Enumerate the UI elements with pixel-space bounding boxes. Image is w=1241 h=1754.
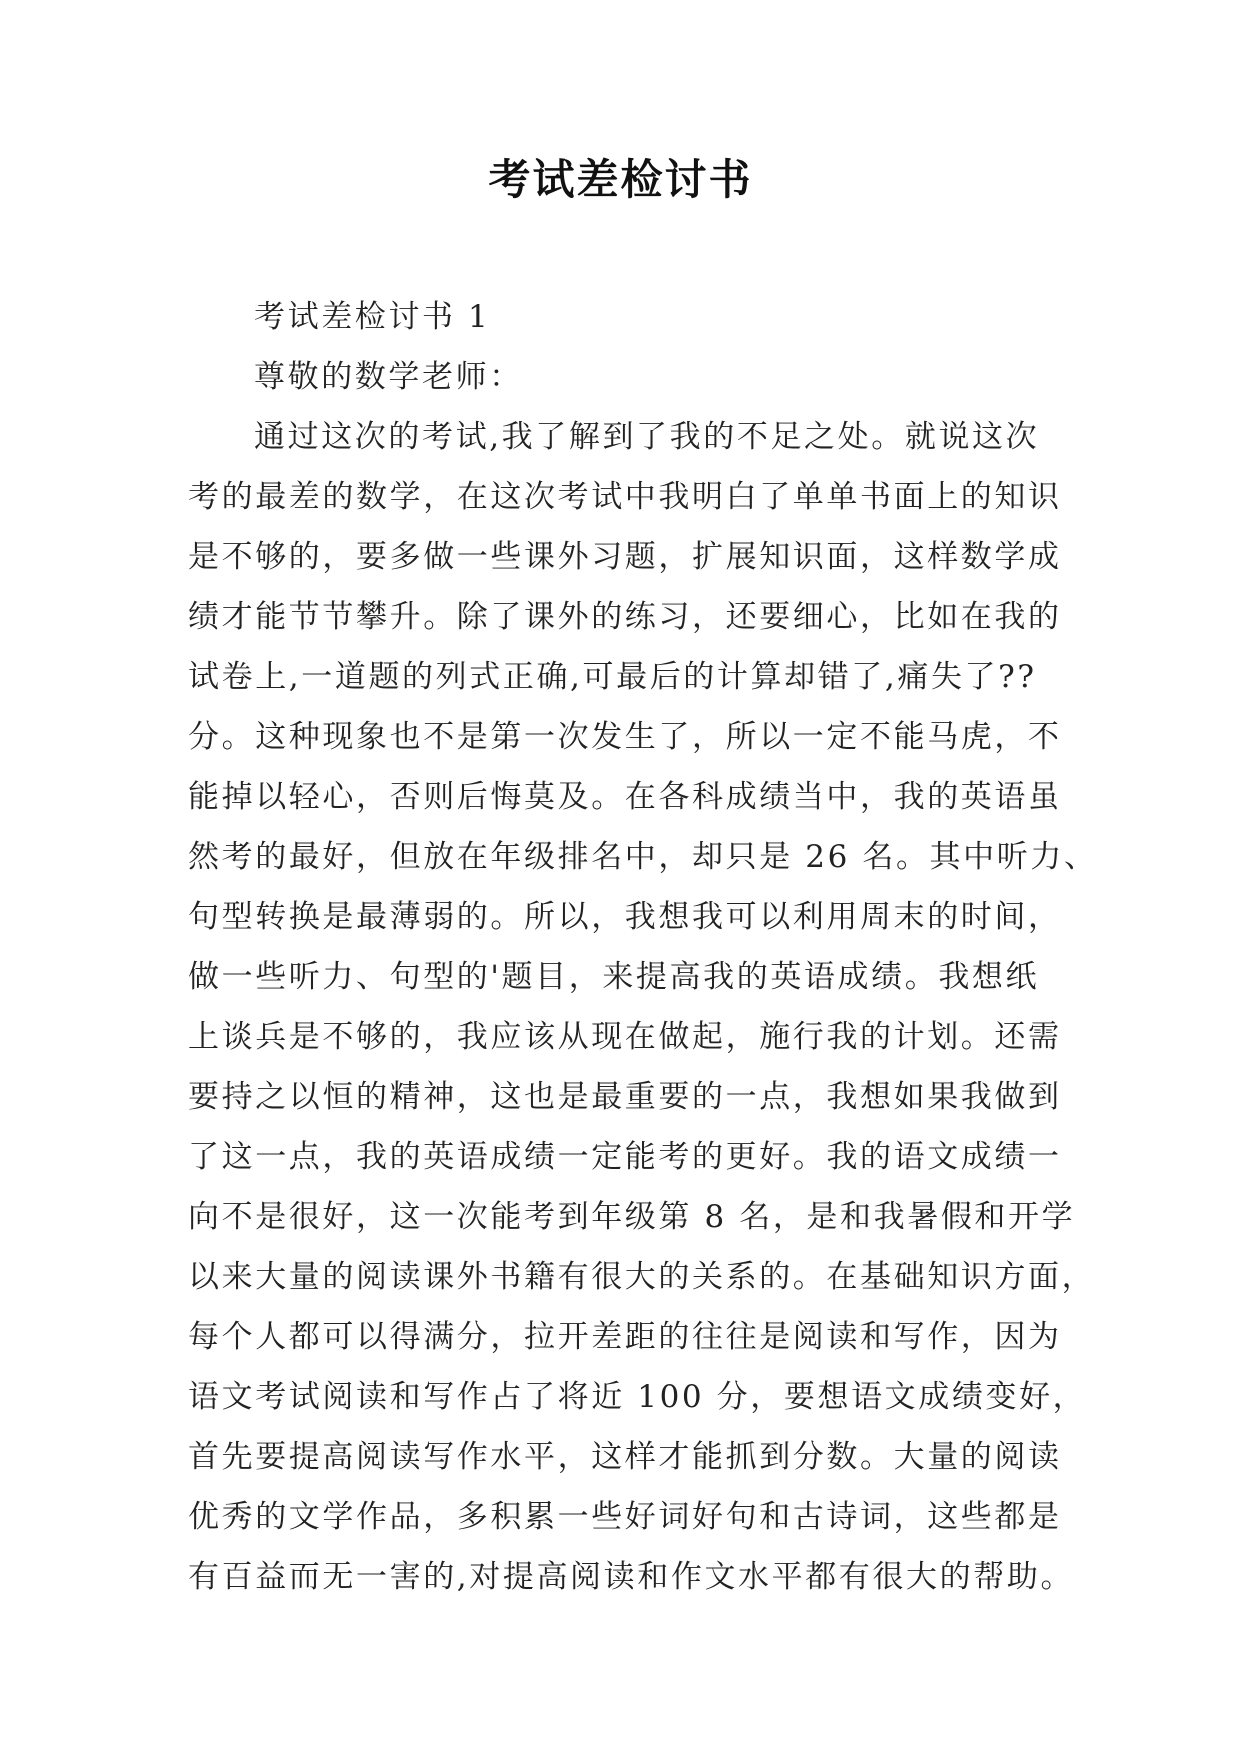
body-line: 通过这次的考试,我了解到了我的不足之处。就说这次 (254, 419, 1040, 455)
body-line: 试卷上,一道题的列式正确,可最后的计算却错了,痛失了?? (188, 659, 1037, 695)
body-line: 然考的最好，但放在年级排名中，却只是 26 名。其中听力、 (188, 839, 1098, 875)
body-line: 向不是很好，这一次能考到年级第 8 名，是和我暑假和开学 (188, 1199, 1076, 1235)
salutation: 尊敬的数学老师： (254, 359, 523, 395)
body-line: 是不够的，要多做一些课外习题，扩展知识面，这样数学成 (188, 539, 1062, 575)
body-line: 要持之以恒的精神，这也是最重要的一点，我想如果我做到 (188, 1079, 1062, 1115)
body-line: 上谈兵是不够的，我应该从现在做起，施行我的计划。还需 (188, 1019, 1062, 1055)
body-line: 首先要提高阅读写作水平，这样才能抓到分数。大量的阅读 (188, 1439, 1062, 1475)
body-line: 能掉以轻心，否则后悔莫及。在各科成绩当中，我的英语虽 (188, 779, 1062, 815)
body-line: 绩才能节节攀升。除了课外的练习，还要细心，比如在我的 (188, 599, 1062, 635)
body-line: 了这一点，我的英语成绩一定能考的更好。我的语文成绩一 (188, 1139, 1062, 1175)
body-line: 分。这种现象也不是第一次发生了，所以一定不能马虎，不 (188, 719, 1062, 755)
body-line: 句型转换是最薄弱的。所以，我想我可以利用周末的时间， (188, 899, 1062, 935)
document-title: 考试差检讨书 (488, 155, 753, 204)
document-body (0, 287, 1241, 1607)
body-line: 有百益而无一害的,对提高阅读和作文水平都有很大的帮助。 (188, 1559, 1075, 1595)
body-line: 每个人都可以得满分，拉开差距的往往是阅读和写作，因为 (188, 1319, 1062, 1355)
body-line: 以来大量的阅读课外书籍有很大的关系的。在基础知识方面， (188, 1259, 1096, 1295)
body-line: 做一些听力、句型的'题目，来提高我的英语成绩。我想纸 (188, 959, 1040, 995)
section-heading: 考试差检讨书 1 (254, 299, 491, 335)
body-line: 考的最差的数学，在这次考试中我明白了单单书面上的知识 (188, 479, 1062, 515)
body-line: 语文考试阅读和写作占了将近 100 分，要想语文成绩变好， (188, 1379, 1087, 1415)
body-line: 优秀的文学作品，多积累一些好词好句和古诗词，这些都是 (188, 1499, 1062, 1535)
